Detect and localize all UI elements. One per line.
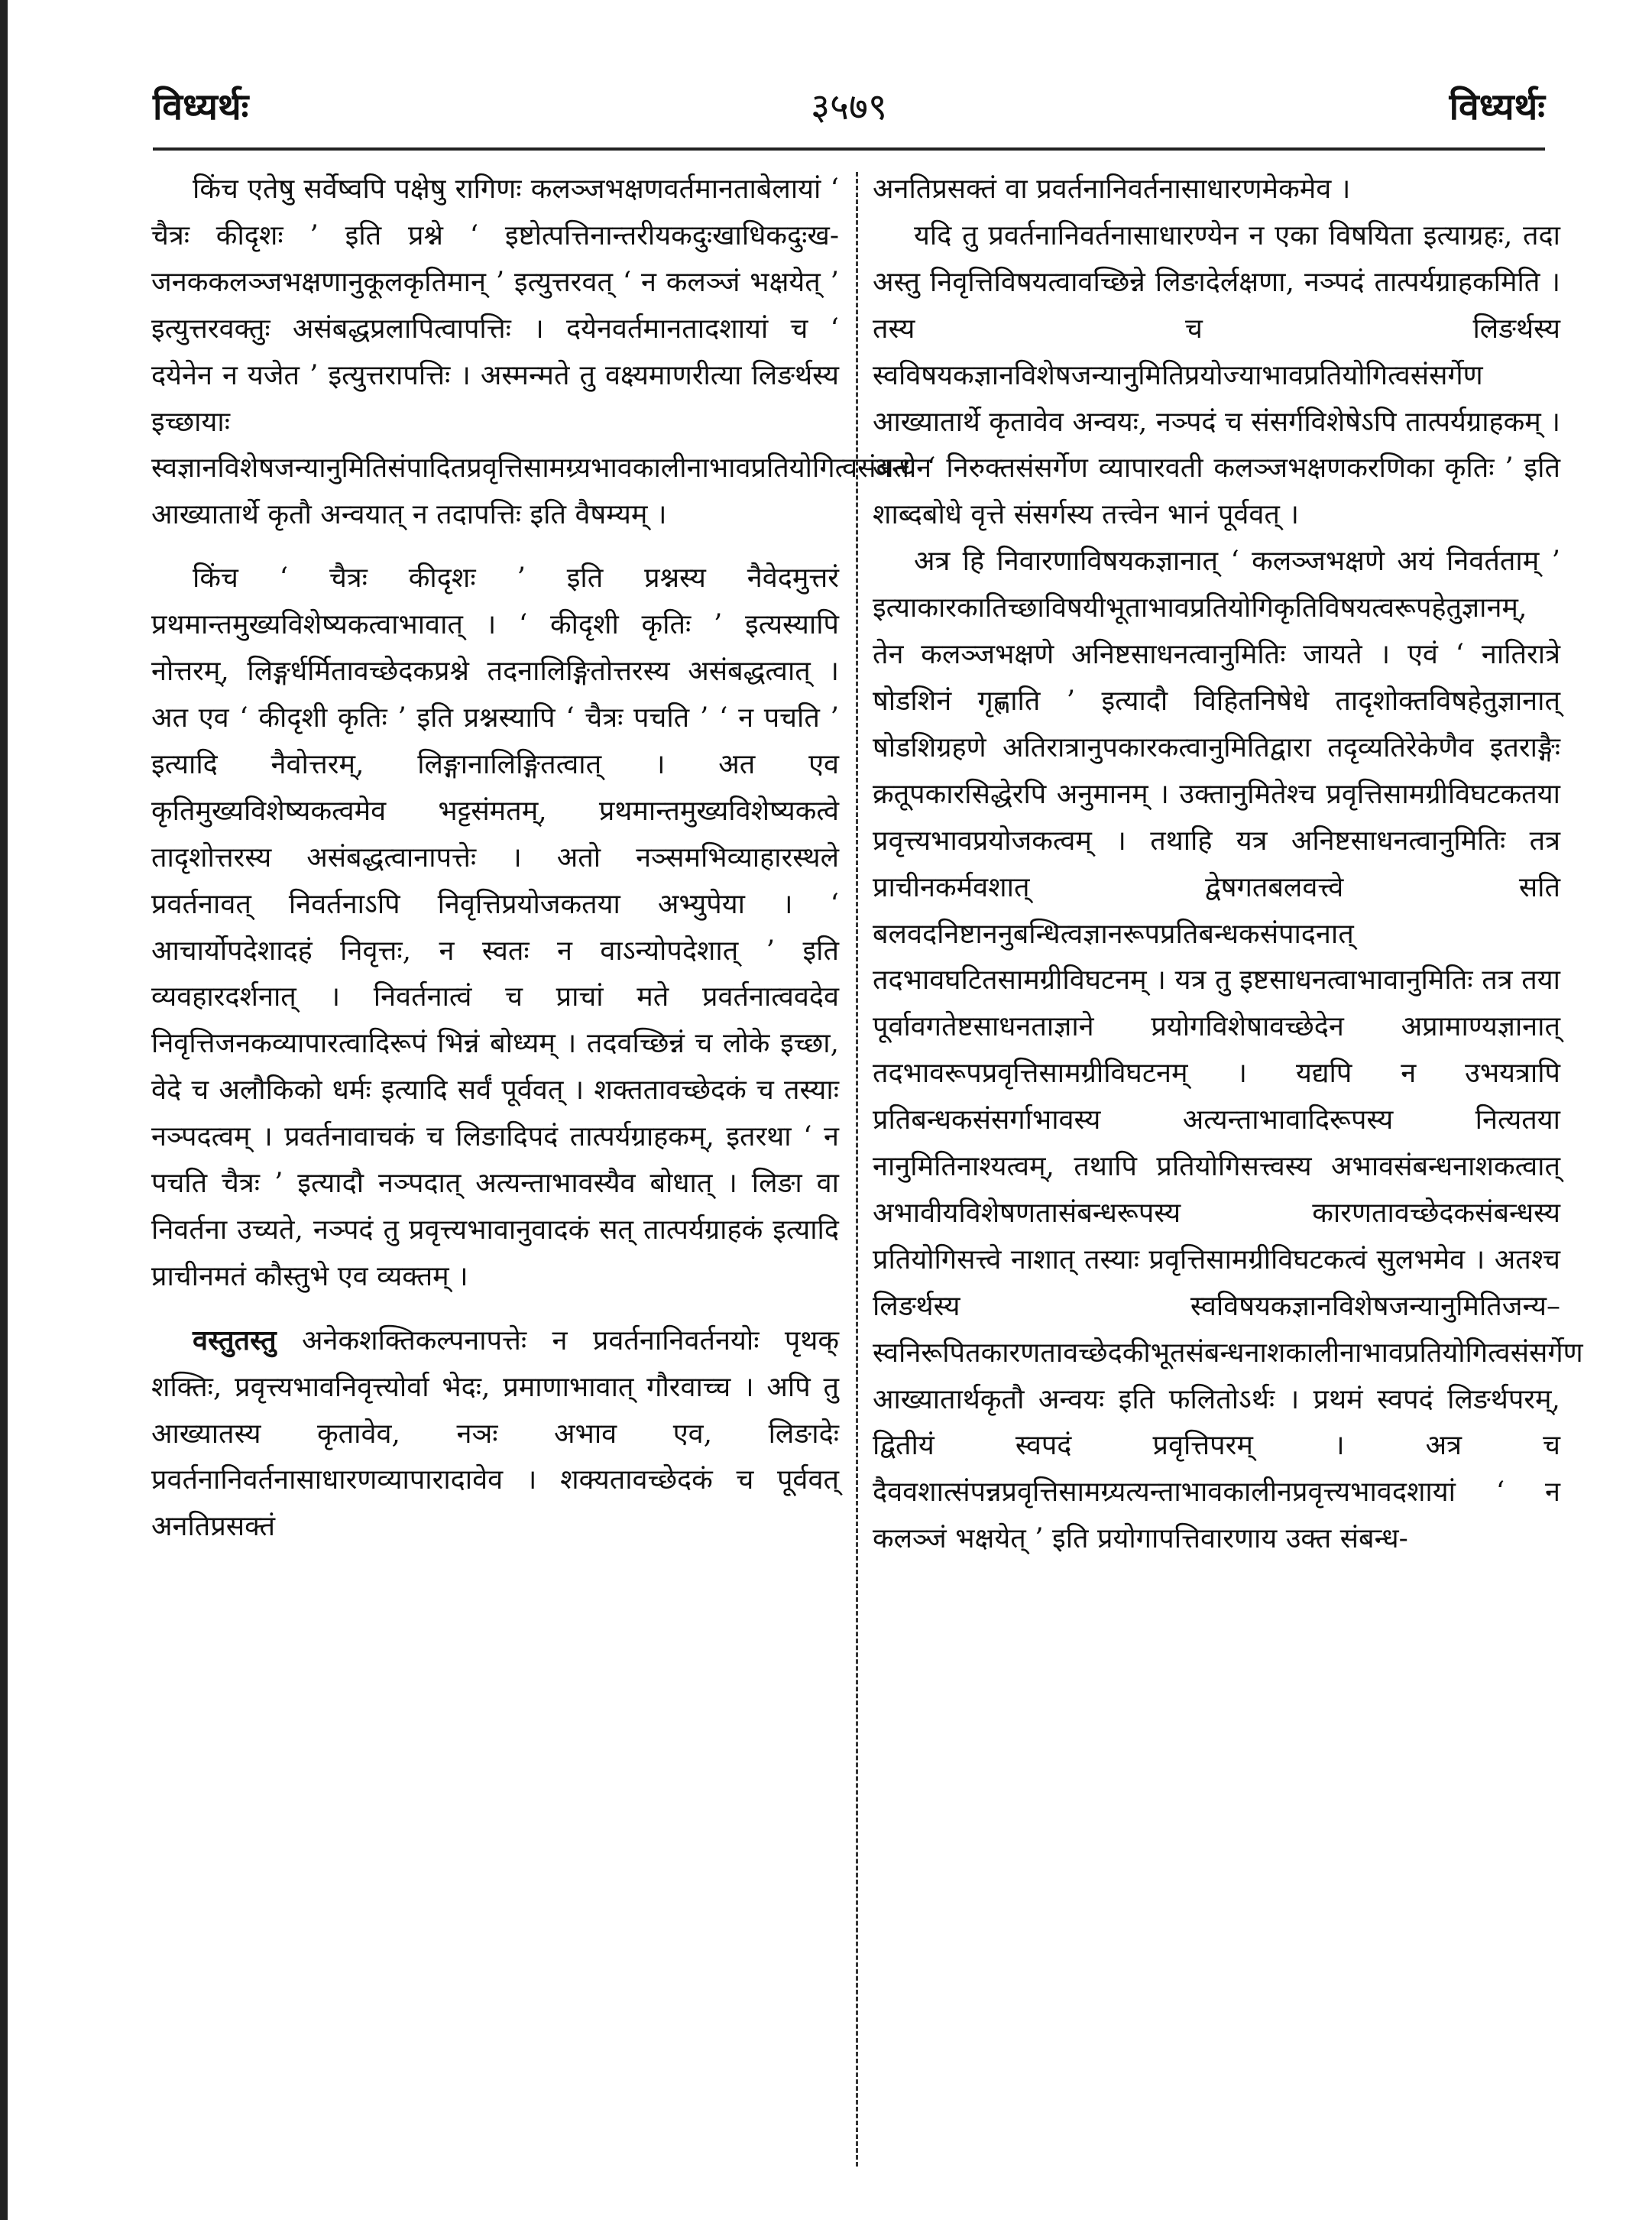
right-column xyxy=(873,167,1583,1563)
left-paragraph-3-text: अनेकशक्तिकल्पनापत्तेः न प्रवर्तनानिवर्तनयोः पृथक् शक्तिः, प्रवृत्त्यभावनिवृत्त्योर्वा भेदः, प्रमाणाभावात् गौरवाच्च । अपि तु आख्यातस्य कृतावेव, नञः अभाव एव, लिङादेः प्रवर्तनानिवर्तनासाधारणव्यापारादावेव । शक्यतावच्छेदकं च पूर्ववत् अनतिप्रसक्तं xyxy=(151,1324,839,1543)
right-paragraph-2: यदि तु प्रवर्तनानिवर्तनासाधारण्येन न एका विषयिता इत्याग्रहः, तदा अस्तु निवृत्तिविषयत्वावच्छिन्ने लिङादेर्लक्षणा, नञ्पदं तात्पर्यग्राहकमिति । तस्य च लिङर्थस्य स्वविषयकज्ञानविशेषजन्यानुमितिप्रयोज्याभावप्रतियोगित्वसंसर्गेण आख्यातार्थे कृतावेव अन्वयः, नञ्पदं च संसर्गविशेषेऽपि तात्पर्यग्राहकम् । अतो ‘ निरुक्तसंसर्गेण व्यापारवती कलञ्जभक्षणकरणिका कृतिः ’ इति शाब्दबोधे वृत्ते संसर्गस्य तत्त्वेन भानं पूर्ववत् । xyxy=(873,219,1560,531)
page-number: ३५७९ xyxy=(811,86,887,128)
header-rule xyxy=(153,147,1545,151)
column-divider xyxy=(856,172,858,2167)
right-paragraph-3: अत्र हि निवारणाविषयकज्ञानात् ‘ कलञ्जभक्षणे अयं निवर्तताम् ’ इत्याकारकातिच्छाविषयीभूताभावप्रतियोगिकृतिविषयत्वरूपहेतुज्ञानम्, तेन कलञ्जभक्षणे अनिष्टसाधनत्वानुमितिः जायते । एवं ‘ नातिरात्रे षोडशिनं गृह्णाति ’ इत्यादौ विहितनिषेधे तादृशोक्तविषहेतुज्ञानात् षोडशिग्रहणे अतिरात्रानुपकारकत्वानुमितिद्वारा तदृव्यतिरेकेणैव इतराङ्गैः क्रतूपकारसिद्धेरपि अनुमानम् । उक्तानुमितेश्च प्रवृत्तिसामग्रीविघटकतया प्रवृत्त्यभावप्रयोजकत्वम् । तथाहि यत्र अनिष्टसाधनत्वानुमितिः तत्र प्राचीनकर्मवशात् द्वेषगतबलवत्त्वे सति बलवदनिष्टाननुबन्धित्वज्ञानरूपप्रतिबन्धकसंपादनात् तदभावघटितसामग्रीविघटनम् । यत्र तु इष्टसाधनत्वाभावानुमितिः तत्र तया पूर्वावगतेष्टसाधनताज्ञाने प्रयोगविशेषावच्छेदेन अप्रामाण्यज्ञानात् तदभावरूपप्रवृत्तिसामग्रीविघटनम् । यद्यपि न उभयत्रापि प्रतिबन्धकसंसर्गाभावस्य अत्यन्ताभावादिरूपस्य नित्यतया नानुमितिनाश्यत्वम्, तथापि प्रतियोगिसत्त्वस्य अभावसंबन्धनाशकत्वात् अभावीयविशेषणतासंबन्धरूपस्य कारणतावच्छेदकसंबन्धस्य प्रतियोगिसत्त्वे नाशात् तस्याः प्रवृत्तिसामग्रीविघटकत्वं सुलभमेव । अतश्च लिङर्थस्य स्वविषयकज्ञानविशेषजन्यानुमितिजन्य–स्वनिरूपितकारणतावच्छेदकीभूतसंबन्धनाशकालीनाभावप्रतियोगित्वसंसर्गेण आख्यातार्थकृतौ अन्वयः इति फलितोऽर्थः । प्रथमं स्वपदं लिङर्थपरम्, द्वितीयं स्वपदं प्रवृत्तिपरम् । अत्र च दैववशात्संपन्नप्रवृत्तिसामग्र्यत्यन्ताभावकालीनप्रवृत्त्यभावदशायां ‘ न कलञ्जं भक्षयेत् ’ इति प्रयोगापत्तिवारणाय उक्त संबन्ध- xyxy=(873,546,1583,1555)
left-paragraph-2: किंच ‘ चैत्रः कीदृशः ’ इति प्रश्नस्य नैवेदमुत्तरं प्रथमान्तमुख्यविशेष्यकत्वाभावात् । ‘ कीदृशी कृतिः ’ इत्यस्यापि नोत्तरम्, लिङ्गर्धर्मितावच्छेदकप्रश्ने तदनालिङ्गितोत्तरस्य असंबद्धत्वात् । अत एव ‘ कीदृशी कृतिः ’ इति प्रश्नस्यापि ‘ चैत्रः पचति ’ ‘ न पचति ’ इत्यादि नैवोत्तरम्, लिङ्गानालिङ्गितत्वात् । अत एव कृतिमुख्यविशेष्यकत्वमेव भट्टसंमतम्, प्रथमान्तमुख्यविशेष्यकत्वे तादृशोत्तरस्य असंबद्धत्वानापत्तेः । अतो नञ्समभिव्याहारस्थले प्रवर्तनावत् निवर्तनाऽपि निवृत्तिप्रयोजकतया अभ्युपेया । ‘ आचार्योपदेशादहं निवृत्तः, न स्वतः न वाऽन्योपदेशात् ’ इति व्यवहारदर्शनात् । निवर्तनात्वं च प्राचां मते प्रवर्तनात्ववदेव निवृत्तिजनकव्यापारत्वादिरूपं भिन्नं बोध्यम् । तदवच्छिन्नं च लोके इच्छा, वेदे च अलौकिको धर्मः इत्यादि सर्वं पूर्ववत् । शक्ततावच्छेदकं च तस्याः नञ्पदत्वम् । प्रवर्तनावाचकं च लिङादिपदं तात्पर्यग्राहकम्, इतरथा ‘ न पचति चैत्रः ’ इत्यादौ नञ्पदात् अत्यन्ताभावस्यैव बोधात् । लिङा वा निवर्तना उच्यते, नञ्पदं तु प्रवृत्त्यभावानुवादकं सत् तात्पर्यग्राहकं इत्यादि प्राचीनमतं कौस्तुभे एव व्यक्तम् । xyxy=(151,562,839,1292)
right-paragraph-1: अनतिप्रसक्तं वा प्रवर्तनानिवर्तनासाधारणमेकमेव । xyxy=(873,173,1351,205)
running-head-left: विध्यर्थः xyxy=(153,86,249,128)
page-left-edge xyxy=(0,0,8,2220)
left-paragraph-3-lead: वस्तुतस्तु xyxy=(193,1324,277,1356)
left-paragraph-3 xyxy=(151,1317,839,1551)
left-paragraph-1: किंच एतेषु सर्वेष्वपि पक्षेषु रागिणः कलञ्जभक्षणवर्तमानताबेलायां ‘ चैत्रः कीदृशः ’ इति प्रश्ने ‘ इष्टोत्पत्तिनान्तरीयकदुःखाधिकदुःख-जनककलञ्जभक्षणानुकूलकृतिमान् ’ इत्युत्तरवत् ‘ न कलञ्जं भक्षयेत् ’ इत्युत्तरवक्तुः असंबद्धप्रलापित्वापत्तिः । दयेनवर्तमानतादशायां च ‘ दयेनेन न यजेत ’ इत्युत्तरापत्तिः । अस्मन्मते तु वक्ष्यमाणरीत्या लिङर्थस्य इच्छायाः स्वज्ञानविशेषजन्यानुमितिसंपादितप्रवृत्तिसामग्र्यभावकालीनाभावप्रतियोगित्वसंबन्धेन आख्यातार्थे कृतौ अन्वयात् न तदापत्तिः इति वैषम्यम् । xyxy=(151,173,932,531)
page-header xyxy=(153,76,1545,138)
left-column xyxy=(151,167,932,1551)
running-head-right: विध्यर्थः xyxy=(1449,86,1545,128)
